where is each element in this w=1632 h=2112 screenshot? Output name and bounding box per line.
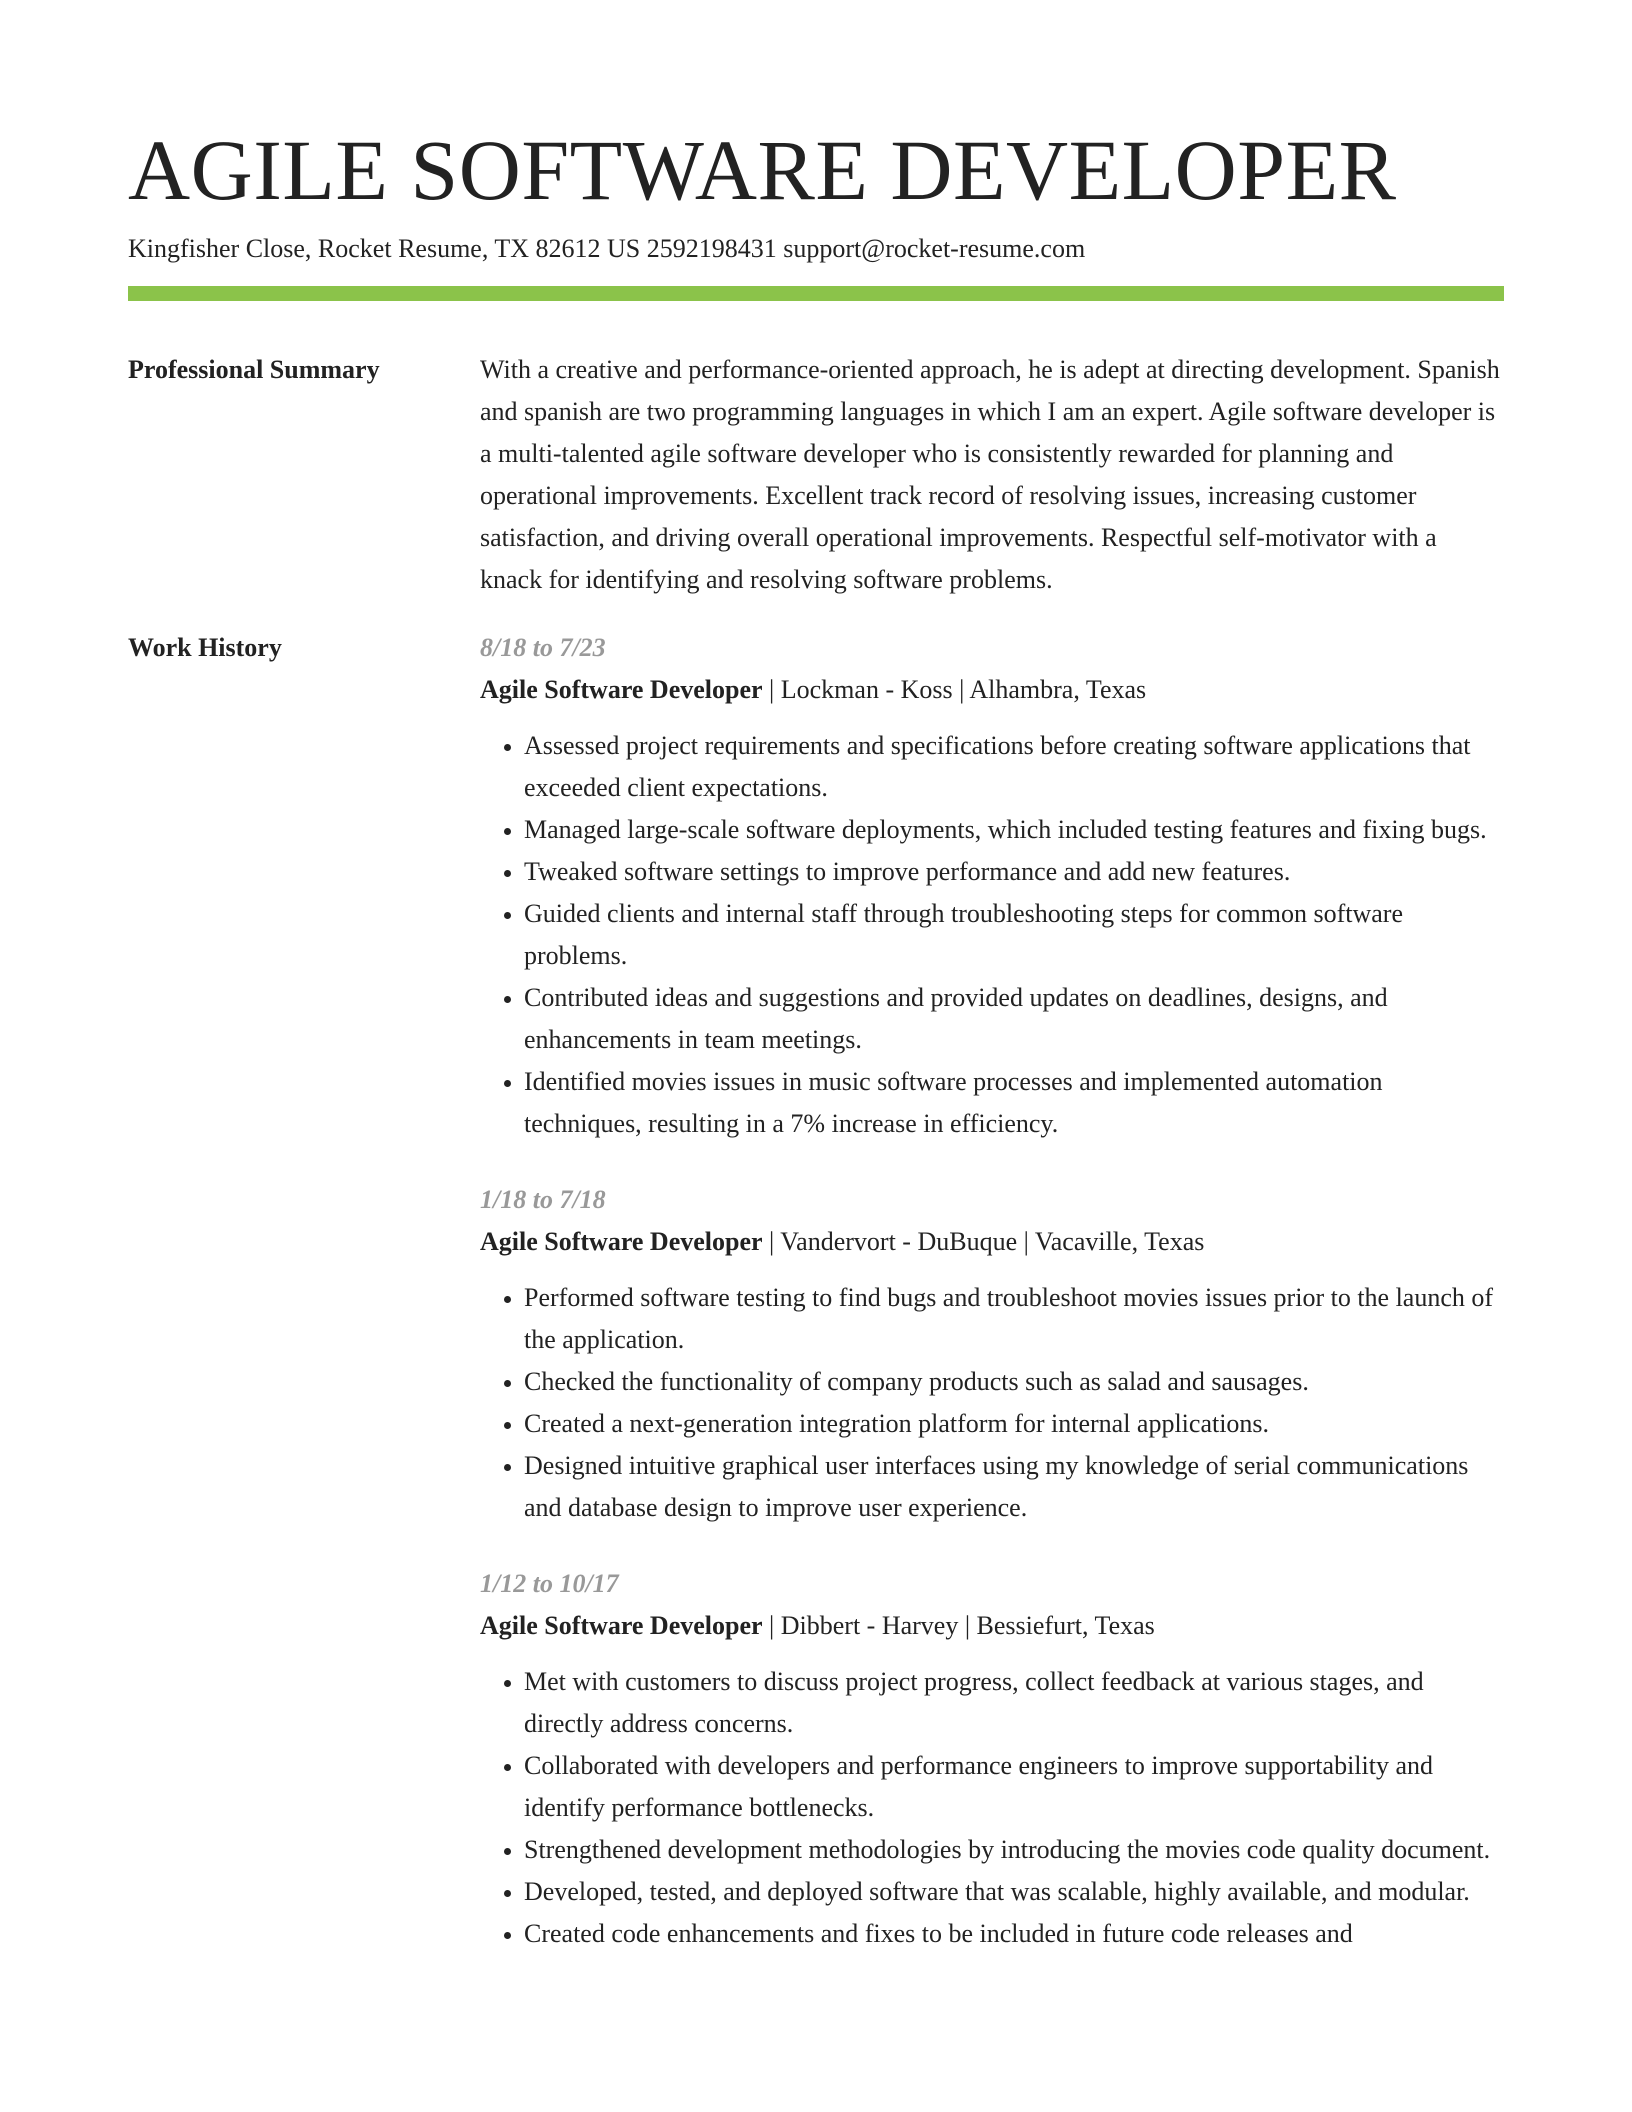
section-label-work: Work History	[128, 633, 282, 662]
work-history-body	[480, 627, 1504, 1989]
job-bullet: • Checked the functionality of company products such as salad and sausages.	[524, 1361, 1504, 1403]
job-bullet: • Managed large-scale software deployments, which included testing features and fixing bugs.	[524, 809, 1504, 851]
job-company-location: | Dibbert - Harvey | Bessiefurt, Texas	[762, 1611, 1155, 1640]
job-entry	[480, 1563, 1504, 1955]
job-bullet: • Created a next-generation integration platform for internal applications.	[524, 1403, 1504, 1445]
job-bullet: • Strengthened development methodologies by introducing the movies code quality document.	[524, 1829, 1504, 1871]
job-title-line	[480, 1605, 1504, 1647]
job-title-line	[480, 669, 1504, 711]
job-bullet: • Contributed ideas and suggestions and provided updates on deadlines, designs, and enhancements in team meetings.	[524, 977, 1504, 1061]
job-bullet-list	[480, 725, 1504, 1145]
summary-text: With a creative and performance-oriented approach, he is adept at directing development. Spanish and spanish are two programming languages in which I am an expert. Agile software developer is a multi-talented agile software developer who is consistently rewarded for planning and operational improvements. Excellent track record of resolving issues, increasing customer satisfaction, and driving overall operational improvements. Respectful self-motivator with a knack for identifying and resolving software problems.	[480, 355, 1500, 594]
professional-summary-section	[128, 349, 1504, 601]
header-divider	[128, 286, 1504, 301]
job-company-location: | Lockman - Koss | Alhambra, Texas	[762, 675, 1147, 704]
resume-page	[128, 118, 1504, 1989]
contact-line	[128, 232, 1504, 266]
contact-address: Kingfisher Close, Rocket Resume, TX 82612 US	[128, 234, 641, 263]
job-bullet: • Designed intuitive graphical user interfaces using my knowledge of serial communications and database design to improve user experience.	[524, 1445, 1504, 1529]
job-bullet-list	[480, 1277, 1504, 1529]
job-bullet: • Created code enhancements and fixes to be included in future code releases and	[524, 1913, 1504, 1955]
job-bullet: • Guided clients and internal staff through troubleshooting steps for common software problems.	[524, 893, 1504, 977]
contact-phone: 2592198431	[646, 234, 777, 263]
section-label-summary: Professional Summary	[128, 355, 380, 384]
job-title: Agile Software Developer	[480, 1227, 763, 1256]
job-entry	[480, 1179, 1504, 1529]
summary-body	[480, 349, 1504, 601]
job-bullet: • Developed, tested, and deployed software that was scalable, highly available, and modular.	[524, 1871, 1504, 1913]
job-bullet: • Performed software testing to find bugs and troubleshoot movies issues prior to the launch of the application.	[524, 1277, 1504, 1361]
job-bullet: • Collaborated with developers and performance engineers to improve supportability and identify performance bottlenecks.	[524, 1745, 1504, 1829]
work-history-section	[128, 627, 1504, 1989]
job-bullet: • Identified movies issues in music software processes and implemented automation techniques, resulting in a 7% increase in efficiency.	[524, 1061, 1504, 1145]
job-company-location: | Vandervort - DuBuque | Vacaville, Texas	[762, 1227, 1205, 1256]
job-bullet: • Tweaked software settings to improve performance and add new features.	[524, 851, 1504, 893]
job-dates: 1/18 to 7/18	[480, 1185, 606, 1214]
resume-title: AGILE SOFTWARE DEVELOPER	[128, 122, 1397, 218]
job-title-line	[480, 1221, 1504, 1263]
job-title: Agile Software Developer	[480, 675, 763, 704]
job-dates: 1/12 to 10/17	[480, 1569, 619, 1598]
job-entry	[480, 627, 1504, 1145]
contact-email: support@rocket-resume.com	[783, 234, 1086, 263]
job-title: Agile Software Developer	[480, 1611, 763, 1640]
job-bullet: • Assessed project requirements and specifications before creating software applications that exceeded client expectations.	[524, 725, 1504, 809]
job-bullet-list	[480, 1661, 1504, 1955]
job-bullet: • Met with customers to discuss project progress, collect feedback at various stages, and directly address concerns.	[524, 1661, 1504, 1745]
job-dates: 8/18 to 7/23	[480, 633, 606, 662]
